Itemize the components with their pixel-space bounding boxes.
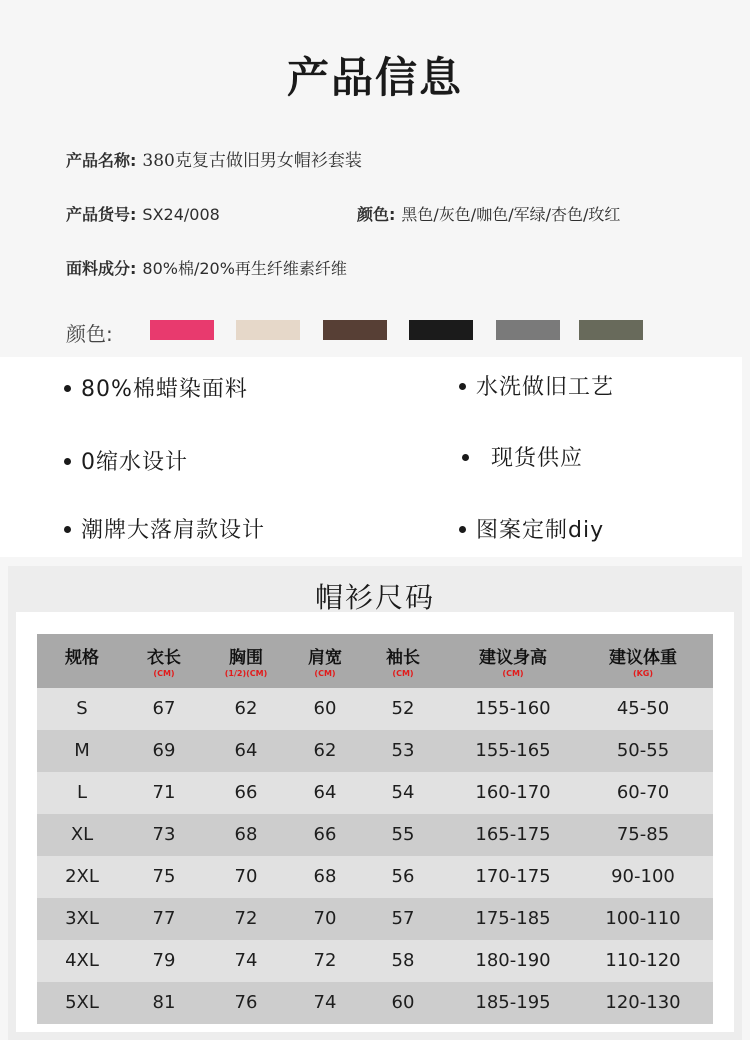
size-table-header-cell: [37, 634, 127, 688]
feature-text: 80%棉蜡染面料: [81, 377, 248, 402]
table-cell: 75-85: [616, 824, 670, 845]
size-table: [37, 634, 713, 1024]
color-swatch-label: 颜色:: [66, 322, 113, 346]
table-cell: 50-55: [616, 740, 670, 761]
table-cell: 66: [313, 824, 337, 845]
table-cell: S: [76, 698, 88, 719]
table-cell: 62: [313, 740, 337, 761]
table-row: [37, 982, 713, 1024]
color-swatch[interactable]: [323, 320, 387, 340]
header-unit: (1/2)(CM): [224, 669, 268, 678]
product-name-value: 380克复古做旧男女帽衫套装: [142, 151, 362, 171]
table-cell: 185-195: [475, 992, 551, 1013]
table-cell: 69: [152, 740, 176, 761]
table-cell: 68: [234, 824, 258, 845]
table-cell: 81: [152, 992, 176, 1013]
bullet-icon: [64, 526, 71, 533]
table-cell: 66: [234, 782, 258, 803]
table-cell: 70: [313, 908, 337, 929]
product-code-label: 产品货号:: [66, 205, 137, 224]
color-swatch-list: [0, 318, 750, 342]
table-row: [37, 772, 713, 814]
size-table-header-cell: [205, 634, 287, 688]
feature-item: [462, 441, 583, 472]
color-swatch[interactable]: [579, 320, 643, 340]
table-cell: 57: [391, 908, 415, 929]
table-cell: 56: [391, 866, 415, 887]
size-chart-title: 帽衫尺码: [314, 581, 435, 614]
header-unit: (CM): [502, 669, 524, 678]
table-cell: L: [76, 782, 88, 803]
table-cell: 60: [391, 992, 415, 1013]
table-cell: 180-190: [475, 950, 551, 971]
header-unit: (CM): [392, 669, 414, 678]
table-cell: 79: [152, 950, 176, 971]
bullet-icon: [459, 526, 466, 533]
table-cell: 68: [313, 866, 337, 887]
color-swatch[interactable]: [496, 320, 560, 340]
table-cell: 52: [391, 698, 415, 719]
product-name-label: 产品名称:: [66, 151, 137, 170]
table-cell: 155-160: [475, 698, 551, 719]
table-cell: 70: [234, 866, 258, 887]
header-unit: (KG): [632, 669, 654, 678]
product-fabric-row: [66, 256, 347, 279]
header-label: 建议体重: [609, 648, 677, 668]
header-unit: (CM): [314, 669, 336, 678]
table-row: [37, 814, 713, 856]
size-table-header-cell: [363, 634, 443, 688]
feature-item: [459, 370, 614, 401]
bullet-icon: [462, 454, 469, 461]
size-table-header: [37, 634, 713, 688]
header-label: 规格: [65, 648, 99, 668]
table-cell: 160-170: [475, 782, 551, 803]
table-cell: 175-185: [475, 908, 551, 929]
table-cell: 90-100: [611, 866, 675, 887]
table-cell: 55: [391, 824, 415, 845]
table-cell: 77: [152, 908, 176, 929]
table-cell: 74: [313, 992, 337, 1013]
size-table-body: [37, 688, 713, 1024]
table-cell: 67: [152, 698, 176, 719]
feature-text: 现货供应: [491, 446, 584, 471]
table-cell: 73: [152, 824, 176, 845]
table-cell: 72: [234, 908, 258, 929]
table-cell: 76: [234, 992, 258, 1013]
product-colors-value: 黑色/灰色/咖色/军绿/杏色/玫红: [401, 205, 621, 224]
table-cell: 64: [313, 782, 337, 803]
size-table-header-cell: [443, 634, 583, 688]
table-row: [37, 730, 713, 772]
table-cell: 110-120: [605, 950, 681, 971]
product-name-row: [66, 146, 362, 171]
table-cell: 2XL: [65, 866, 99, 887]
table-cell: 4XL: [65, 950, 99, 971]
table-cell: 72: [313, 950, 337, 971]
size-table-header-cell: [573, 634, 713, 688]
header-label: 胸围: [229, 648, 263, 668]
table-cell: 165-175: [475, 824, 551, 845]
table-cell: XL: [70, 824, 94, 845]
product-fabric-value: 80%棉/20%再生纤维素纤维: [142, 259, 347, 278]
feature-item: [64, 513, 265, 544]
table-cell: 120-130: [605, 992, 681, 1013]
header-label: 袖长: [386, 648, 420, 668]
table-cell: 54: [391, 782, 415, 803]
color-swatch[interactable]: [409, 320, 473, 340]
header-label: 衣长: [147, 648, 181, 668]
product-colors-label: 颜色:: [357, 205, 396, 224]
table-cell: 71: [152, 782, 176, 803]
table-cell: 45-50: [616, 698, 670, 719]
table-cell: 60: [313, 698, 337, 719]
feature-text: 潮牌大落肩款设计: [81, 518, 266, 543]
table-row: [37, 688, 713, 730]
product-colors-row: [357, 202, 620, 225]
feature-item: [459, 513, 604, 544]
feature-item: [64, 372, 248, 403]
table-cell: 3XL: [65, 908, 99, 929]
color-swatch[interactable]: [150, 320, 214, 340]
table-cell: 62: [234, 698, 258, 719]
header-unit: (CM): [153, 669, 175, 678]
header-label: 建议身高: [479, 648, 547, 668]
table-cell: 58: [391, 950, 415, 971]
product-fabric-label: 面料成分:: [66, 259, 137, 278]
header-label: 肩宽: [308, 648, 342, 668]
feature-text: 水洗做旧工艺: [476, 375, 615, 400]
table-cell: 75: [152, 866, 176, 887]
table-row: [37, 856, 713, 898]
product-code-value: SX24/008: [142, 205, 220, 224]
table-cell: 170-175: [475, 866, 551, 887]
table-cell: 74: [234, 950, 258, 971]
table-cell: 155-165: [475, 740, 551, 761]
table-cell: M: [74, 740, 90, 761]
table-row: [37, 898, 713, 940]
table-cell: 64: [234, 740, 258, 761]
color-swatch[interactable]: [236, 320, 300, 340]
table-cell: 60-70: [616, 782, 670, 803]
table-row: [37, 940, 713, 982]
bullet-icon: [459, 383, 466, 390]
table-cell: 100-110: [605, 908, 681, 929]
feature-text: 0缩水设计: [81, 450, 188, 475]
page-title: 产品信息: [286, 53, 463, 102]
table-cell: 5XL: [65, 992, 99, 1013]
feature-text: 图案定制diy: [476, 518, 605, 543]
table-cell: 53: [391, 740, 415, 761]
feature-item: [64, 445, 188, 476]
bullet-icon: [64, 458, 71, 465]
size-table-header-cell: [123, 634, 205, 688]
product-code-row: [66, 202, 220, 225]
bullet-icon: [64, 385, 71, 392]
size-table-header-cell: [287, 634, 363, 688]
